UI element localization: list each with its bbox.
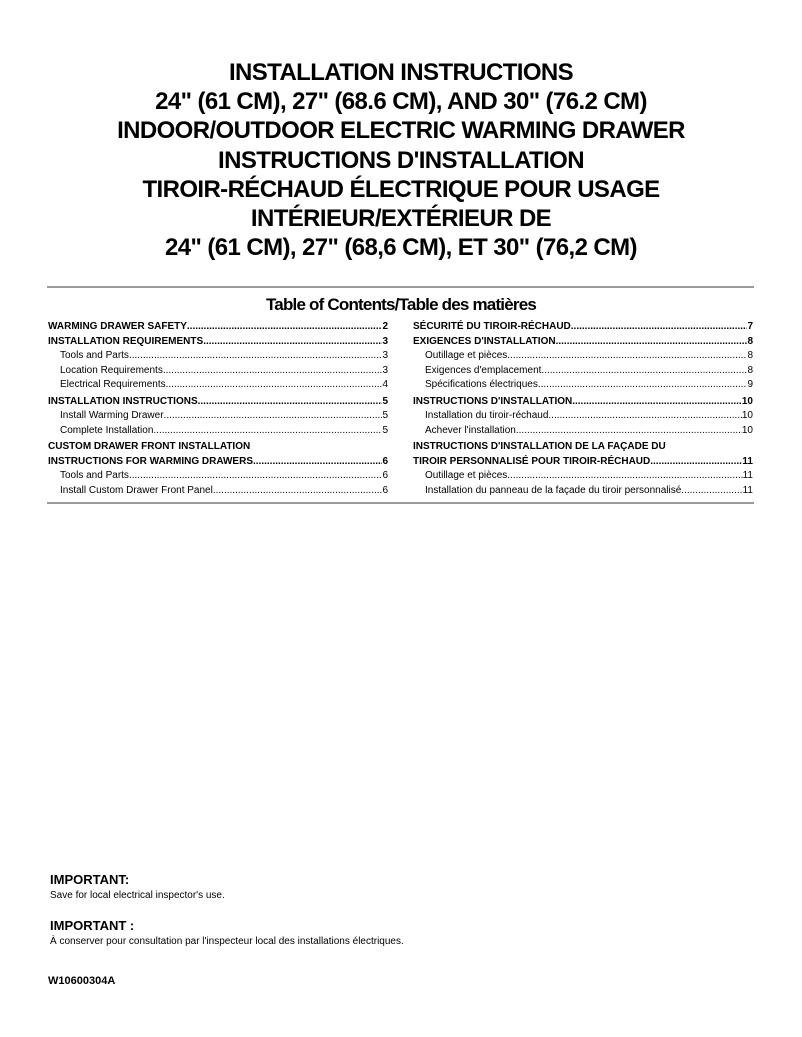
toc-section-heading: INSTRUCTIONS D'INSTALLATION DE LA FAÇADE DU [413,441,666,452]
toc-page: 11 [742,484,753,496]
dot-leader [129,469,383,484]
toc-page: 3 [382,335,388,347]
toc-label: INSTALLATION REQUIREMENTS [48,335,204,347]
title-line: INTÉRIEUR/EXTÉRIEUR DE [250,205,552,232]
dot-leader [507,349,747,364]
important-title: IMPORTANT : [50,918,135,933]
toc-entry[interactable] [413,364,753,379]
dot-leader [198,395,383,410]
toc-label: INSTRUCTIONS FOR WARMING DRAWERS [48,455,253,467]
toc-label: EXIGENCES D'INSTALLATION [413,335,556,347]
title-line: INSTRUCTIONS D'INSTALLATION [218,147,584,174]
document-number: W10600304A [48,975,116,987]
toc-page: 5 [382,424,388,436]
toc-entry[interactable] [48,395,388,410]
toc-label: Install Warming Drawer [60,410,164,421]
toc-entry[interactable] [48,469,388,484]
toc-heading: Table of Contents/Table des matières [265,295,537,314]
dot-leader [163,364,383,379]
toc-page: 10 [741,424,753,436]
dot-leader [153,424,382,439]
dot-leader [571,320,748,335]
toc-label: Install Custom Drawer Front Panel [60,484,213,496]
toc-label: Tools and Parts [60,470,129,481]
toc-entry[interactable] [413,469,753,484]
toc-page: 3 [382,350,388,361]
important-text: Save for local electrical inspector's use. [50,890,225,901]
toc-page: 4 [382,379,388,390]
title-line: INDOOR/OUTDOOR ELECTRIC WARMING DRAWER [117,117,685,144]
dot-leader [213,484,383,499]
toc-page: 7 [747,321,753,332]
toc-label: INSTALLATION INSTRUCTIONS [48,395,198,407]
toc-label: Spécifications électriques [425,379,538,390]
title-french [0,146,802,262]
title-line: 24" (61 CM), 27" (68,6 CM), ET 30" (76,2 CM) [165,234,637,261]
toc-entry[interactable] [48,409,388,424]
toc-label: Achever l'installation [425,424,516,436]
document-title-block [0,58,802,262]
toc-page: 10 [741,395,753,407]
important-notice-english [50,872,225,903]
title-line: 24" (61 CM), 27" (68.6 CM), AND 30" (76.2 CM) [155,88,647,115]
dot-leader [650,455,742,470]
dot-leader [507,469,742,484]
dot-leader [166,378,383,393]
toc-entry[interactable] [48,335,388,350]
toc-label: INSTRUCTIONS D'INSTALLATION [413,395,573,407]
toc-entry[interactable] [48,349,388,364]
toc-entry[interactable] [413,424,753,439]
toc-label: Installation du panneau de la façade du tiroir personnalisé [425,484,682,496]
toc-entry[interactable] [48,378,388,393]
toc-section-heading: CUSTOM DRAWER FRONT INSTALLATION [48,441,251,452]
dot-leader [681,484,742,499]
dot-leader [572,395,742,410]
important-title: IMPORTANT: [50,872,130,887]
toc-page: 8 [747,350,753,361]
toc-label: Tools and Parts [60,350,129,361]
dot-leader [516,424,742,439]
divider-bottom [47,502,754,504]
toc-page: 11 [742,455,753,467]
toc-label: Location Requirements [60,364,163,376]
dot-leader [203,335,382,350]
toc-page: 8 [747,364,753,376]
dot-leader [164,409,383,424]
toc-label: WARMING DRAWER SAFETY [48,321,187,332]
toc-entry[interactable] [48,455,388,470]
dot-leader [548,409,741,424]
toc-column-french [413,320,753,498]
toc-page: 6 [382,455,388,467]
toc-page: 3 [382,364,388,376]
toc-page: 5 [382,410,388,421]
toc-entry[interactable] [48,364,388,379]
dot-leader [187,320,383,335]
toc-label: Complete Installation [60,424,154,436]
toc-column-english [48,320,388,498]
toc-entry[interactable] [413,395,753,410]
toc-entry[interactable] [413,455,753,470]
toc-page: 2 [382,321,388,332]
toc-page: 6 [382,470,388,481]
dot-leader [538,378,748,393]
dot-leader [541,364,747,379]
dot-leader [556,335,748,350]
toc-label: TIROIR PERSONNALISÉ POUR TIROIR-RÉCHAUD [413,455,651,467]
toc-label: SÉCURITÉ DU TIROIR-RÉCHAUD [413,321,571,332]
dot-leader [253,455,382,470]
toc-entry[interactable] [413,349,753,364]
toc-entry[interactable] [48,320,388,335]
important-text: À conserver pour consultation par l'inspecteur local des installations électriques. [50,936,404,947]
toc-label: Exigences d'emplacement [425,364,542,376]
toc-page: 9 [747,379,753,390]
dot-leader [129,349,383,364]
toc-entry[interactable] [413,320,753,335]
toc-page: 5 [382,395,388,407]
toc-label: Electrical Requirements [60,379,166,390]
toc-entry[interactable] [48,424,388,439]
title-english [0,58,802,145]
toc-entry[interactable] [48,484,388,499]
toc-entry[interactable] [413,378,753,393]
divider-top [47,286,754,288]
toc-page: 8 [747,335,753,347]
title-line: INSTALLATION INSTRUCTIONS [228,59,574,86]
toc-label: Installation du tiroir-réchaud [425,410,549,421]
toc-page: 11 [742,470,753,481]
toc-entry[interactable] [413,484,753,499]
toc-label: Outillage et pièces [425,470,508,481]
toc-page: 6 [382,484,388,496]
toc-page: 10 [741,410,753,421]
title-line: TIROIR-RÉCHAUD ÉLECTRIQUE POUR USAGE [142,176,660,203]
toc-label: Outillage et pièces [425,350,508,361]
important-notice-french [50,918,404,949]
toc-entry[interactable] [413,335,753,350]
toc-entry[interactable] [413,409,753,424]
